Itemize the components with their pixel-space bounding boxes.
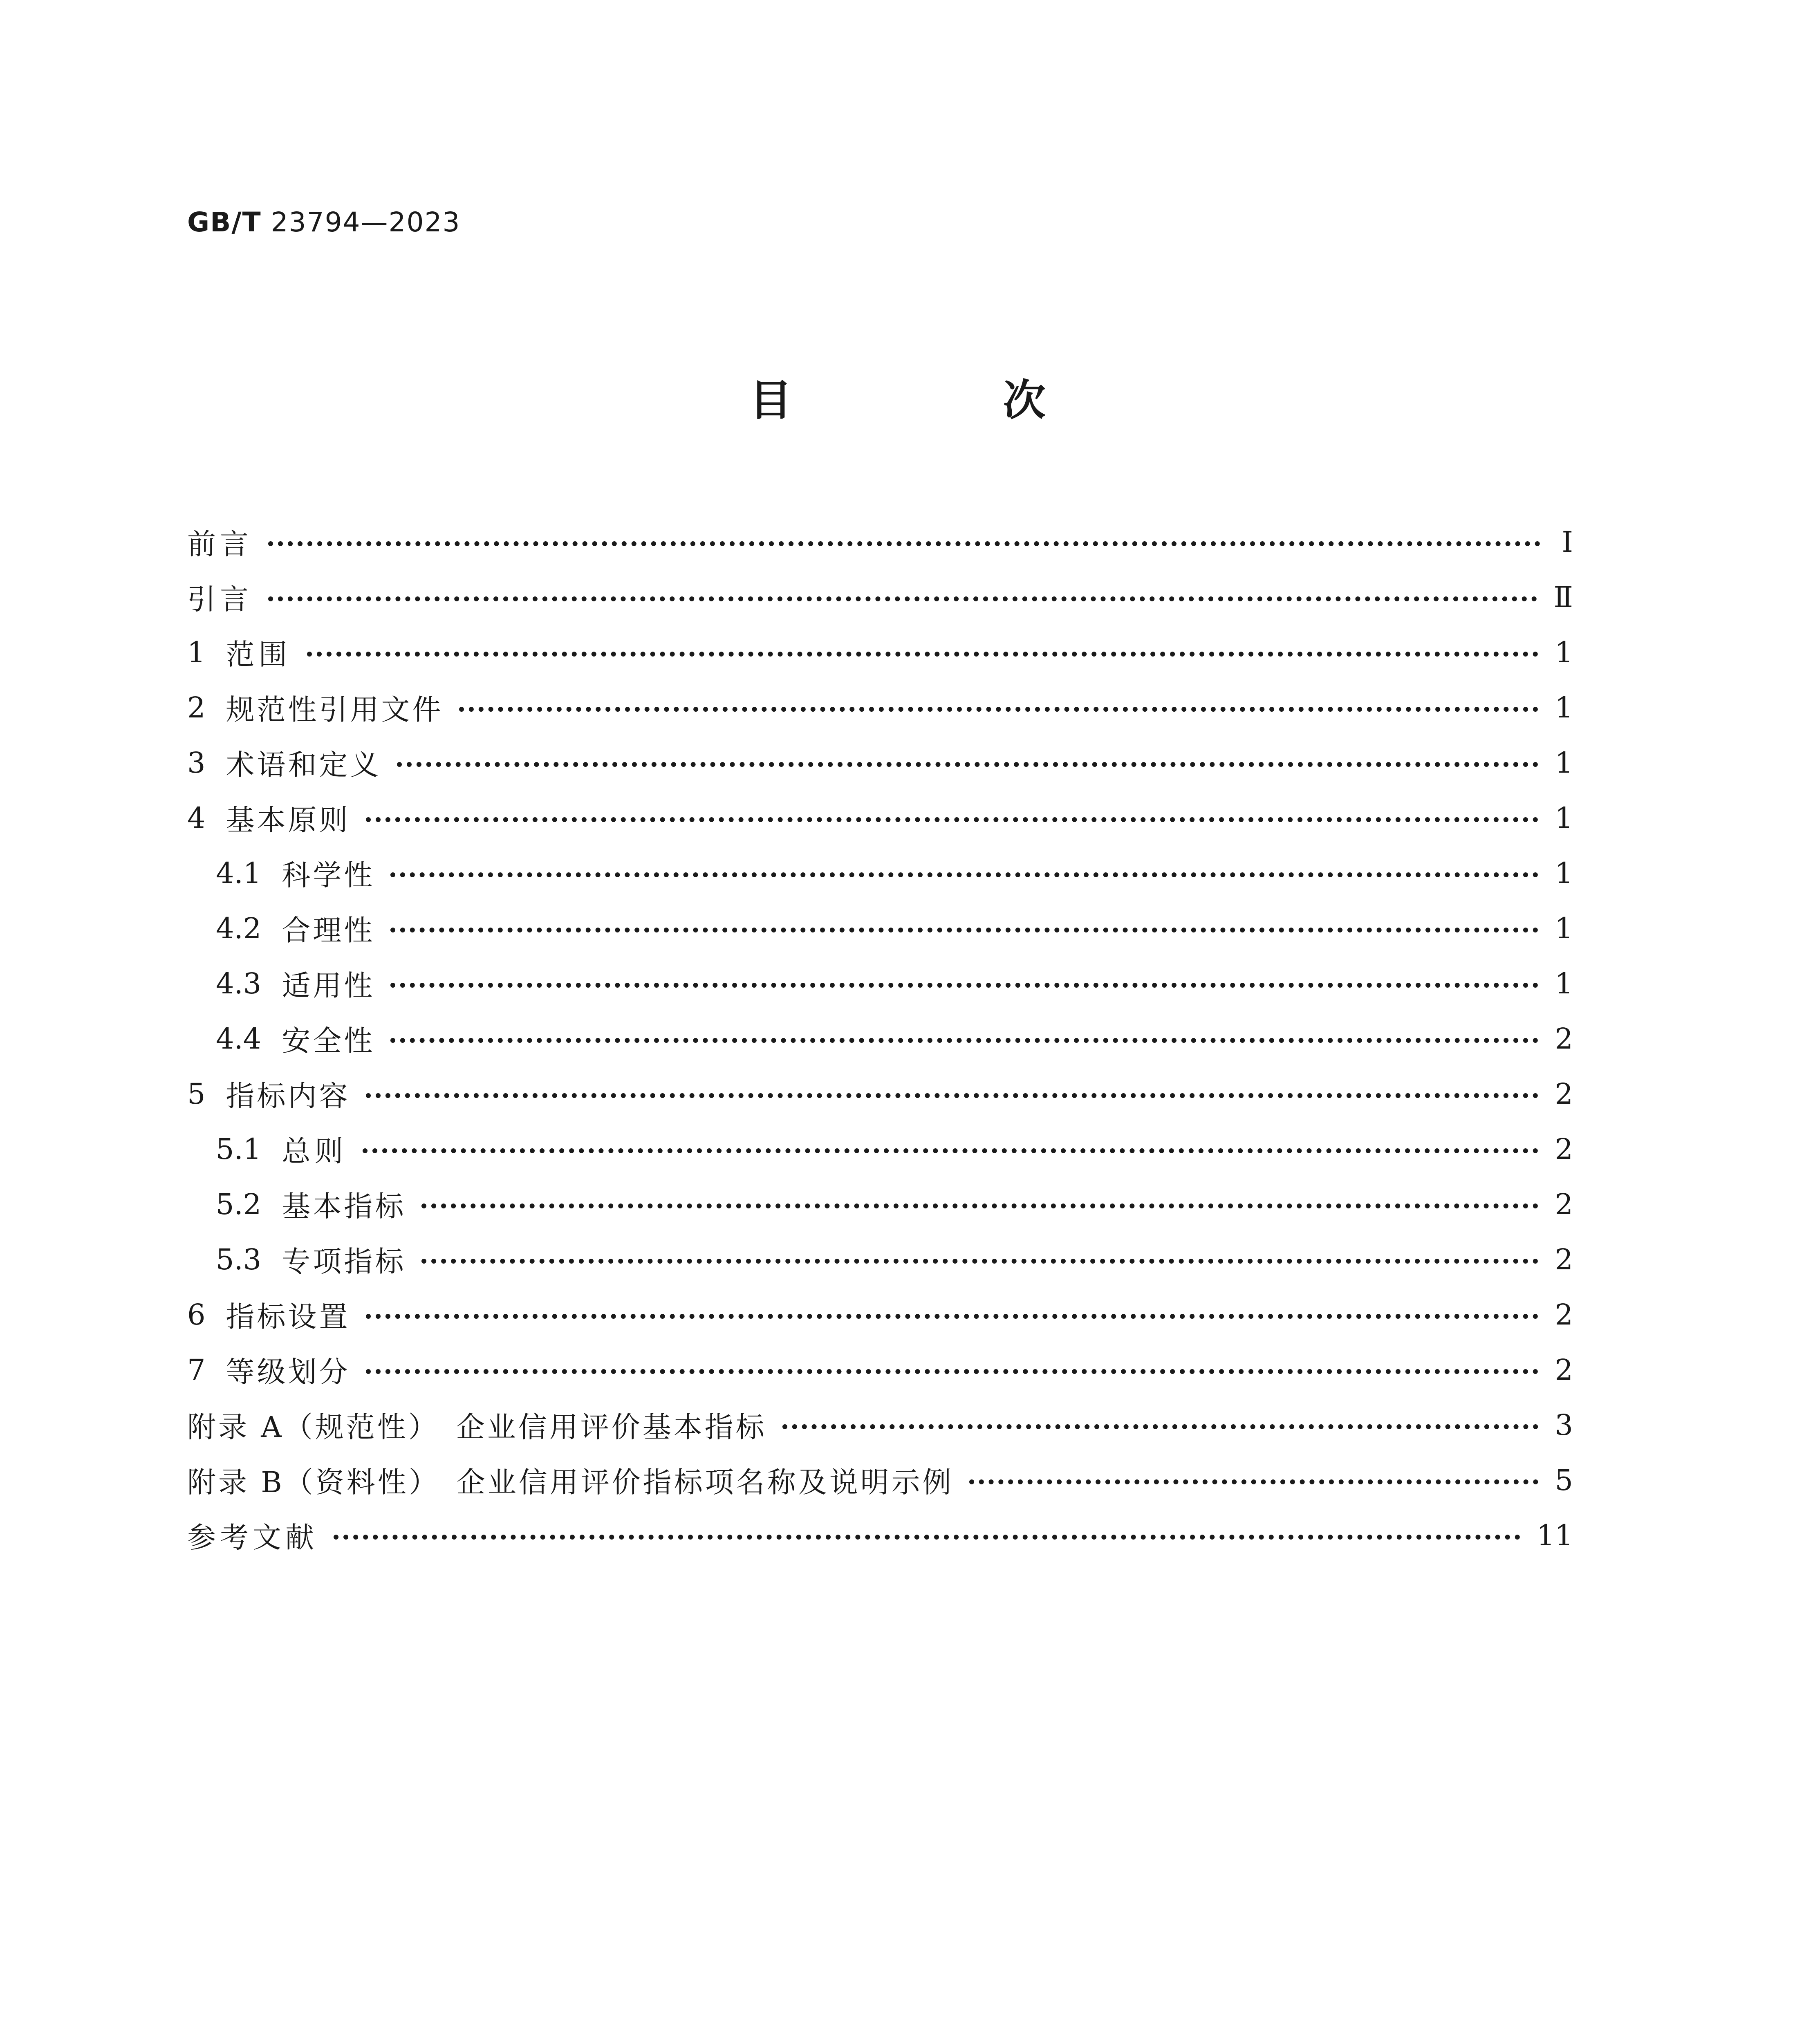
toc-entry-foreword[interactable]: [187, 514, 1573, 569]
toc-entry-applicability[interactable]: [187, 956, 1573, 1011]
toc-entry-label: 科学性: [282, 858, 375, 892]
toc-entry-page: 2: [1555, 1132, 1573, 1166]
toc-dot-leader: [268, 596, 1537, 601]
toc-entry-grade-classification[interactable]: [187, 1342, 1573, 1397]
toc-entry-label: 术语和定义: [226, 748, 381, 782]
toc-entry-basic-indicators[interactable]: [187, 1177, 1573, 1232]
toc-entry-page: 2: [1555, 1187, 1573, 1221]
toc-dot-leader: [782, 1424, 1539, 1429]
toc-entry-page: 2: [1555, 1353, 1573, 1387]
toc-dot-leader: [459, 707, 1539, 712]
toc-entry-label: 总则: [282, 1134, 347, 1168]
toc-entry-number: 3: [187, 746, 206, 780]
toc-entry-number: 4: [187, 801, 206, 835]
toc-entry-number: 4.2: [216, 911, 262, 945]
toc-dot-leader: [366, 1369, 1539, 1374]
toc-entry-indicator-content[interactable]: [187, 1066, 1573, 1121]
toc-dot-leader: [421, 1259, 1538, 1264]
toc-entry-basic-principles[interactable]: [187, 790, 1573, 845]
toc-entry-label: 参考文献: [187, 1521, 318, 1554]
toc-entry-number: 1: [187, 635, 206, 669]
toc-entry-page: 1: [1555, 635, 1573, 669]
toc-entry-page: 1: [1555, 966, 1573, 1000]
toc-entry-security[interactable]: [187, 1011, 1573, 1066]
toc-entry-page: 1: [1555, 911, 1573, 945]
toc-entry-number: 5.2: [216, 1187, 262, 1221]
toc-dot-leader: [421, 1204, 1538, 1208]
toc-entry-label: 基本原则: [226, 803, 350, 837]
toc-entry-label: 指标内容: [226, 1079, 350, 1113]
toc-entry-page: 5: [1555, 1463, 1573, 1497]
toc-entry-special-indicators[interactable]: [187, 1232, 1573, 1287]
toc-dot-leader: [390, 872, 1538, 877]
toc-entry-label: 基本指标: [282, 1190, 406, 1223]
toc-entry-number: 6: [187, 1298, 206, 1331]
toc-entry-appendix-b[interactable]: [187, 1452, 1573, 1508]
toc-entry-label: 合理性: [282, 914, 375, 947]
toc-entry-bibliography[interactable]: [187, 1508, 1573, 1563]
toc-entry-page: 1: [1555, 746, 1573, 780]
toc-entry-label: 规范性引用文件: [226, 693, 444, 726]
standard-number: 23794—2023: [271, 206, 461, 238]
toc-entry-label: 适用性: [282, 969, 375, 1002]
toc-entry-label: 指标设置: [226, 1300, 350, 1334]
toc-entry-introduction[interactable]: [187, 569, 1573, 625]
toc-entry-label: 安全性: [282, 1024, 375, 1058]
toc-entry-number: 5: [187, 1077, 206, 1111]
toc-entry-page: 1: [1555, 801, 1573, 835]
toc-entry-page: 2: [1555, 1242, 1573, 1276]
toc-dot-leader: [390, 928, 1538, 932]
toc-dot-leader: [366, 817, 1539, 822]
toc-dot-leader: [366, 1314, 1539, 1319]
toc-entry-page: 1: [1555, 690, 1573, 724]
standard-prefix: GB/T: [187, 206, 262, 238]
toc-dot-leader: [363, 1148, 1538, 1153]
toc-entry-terms-definitions[interactable]: [187, 735, 1573, 790]
toc-entry-rationality[interactable]: [187, 901, 1573, 956]
toc-entry-number: 4.4: [216, 1022, 262, 1056]
toc-entry-page: Ⅱ: [1553, 580, 1573, 614]
page-title: 目 次: [749, 375, 1144, 425]
toc-entry-number: 2: [187, 690, 206, 724]
table-of-contents: [187, 514, 1573, 1563]
toc-entry-number: 4.3: [216, 966, 262, 1000]
toc-entry-label: 引言: [187, 583, 253, 616]
toc-entry-label: 前言: [187, 527, 253, 561]
toc-dot-leader: [268, 541, 1540, 546]
toc-entry-label: 等级划分: [226, 1355, 350, 1389]
standard-code: [187, 206, 461, 238]
toc-entry-page: 1: [1555, 856, 1573, 890]
toc-dot-leader: [397, 762, 1539, 767]
toc-entry-page: 3: [1555, 1408, 1573, 1442]
toc-dot-leader: [307, 652, 1539, 657]
toc-entry-page: 11: [1536, 1518, 1573, 1552]
toc-entry-indicator-setting[interactable]: [187, 1287, 1573, 1342]
toc-entry-label: 专项指标: [282, 1245, 406, 1278]
toc-entry-label: 附录 B（资料性） 企业信用评价指标项名称及说明示例: [187, 1466, 954, 1499]
toc-dot-leader: [390, 983, 1538, 988]
toc-entry-page: 2: [1555, 1077, 1573, 1111]
toc-entry-label: 范围: [226, 638, 291, 671]
toc-entry-appendix-a[interactable]: [187, 1397, 1573, 1452]
toc-dot-leader: [366, 1093, 1539, 1098]
toc-entry-number: 7: [187, 1353, 206, 1387]
toc-entry-page: 2: [1555, 1022, 1573, 1056]
toc-entry-page: Ⅰ: [1562, 525, 1573, 559]
toc-entry-number: 5.1: [216, 1132, 262, 1166]
toc-entry-label: 附录 A（规范性） 企业信用评价基本指标: [187, 1410, 767, 1444]
toc-entry-number: 5.3: [216, 1242, 262, 1276]
toc-entry-general[interactable]: [187, 1121, 1573, 1177]
toc-entry-normative-references[interactable]: [187, 680, 1573, 735]
toc-entry-scientific[interactable]: [187, 845, 1573, 901]
toc-entry-number: 4.1: [216, 856, 262, 890]
toc-entry-scope[interactable]: [187, 625, 1573, 680]
toc-entry-page: 2: [1555, 1298, 1573, 1331]
toc-dot-leader: [334, 1535, 1520, 1540]
toc-dot-leader: [969, 1479, 1539, 1484]
toc-dot-leader: [390, 1038, 1538, 1043]
